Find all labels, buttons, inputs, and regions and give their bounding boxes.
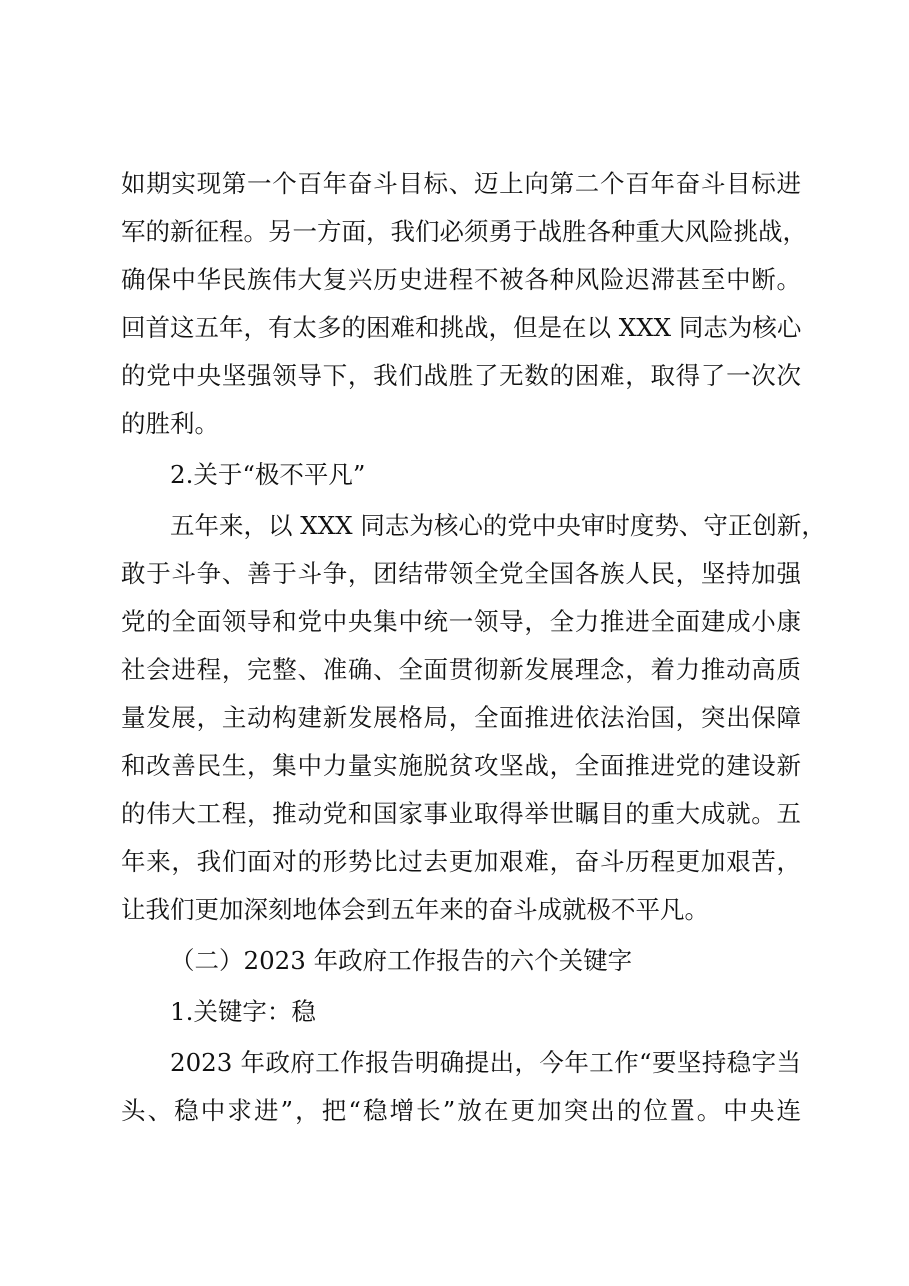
text-line: 的胜利。 (121, 409, 219, 438)
text-line: 社会进程，完整、准确、全面贯彻新发展理念，着力推动高质 (121, 655, 801, 684)
text-line: 和改善民生，集中力量实施脱贫攻坚战，全面推进党的建设新 (121, 751, 801, 780)
section-heading: 2.关于“极不平凡” (170, 460, 366, 489)
text-line: 让我们更加深刻地体会到五年来的奋斗成就极不平凡。 (121, 895, 709, 924)
text-line: 党的全面领导和党中央集中统一领导，全力推进全面建成小康 (121, 607, 801, 636)
text-line: 的党中央坚强领导下，我们战胜了无数的困难，取得了一次次 (121, 361, 801, 390)
text-line: 2023 年政府工作报告明确提出，今年工作“要坚持稳字当 (170, 1048, 801, 1077)
text-line: 如期实现第一个百年奋斗目标、迈上向第二个百年奋斗目标进 (121, 169, 801, 198)
text-line: 军的新征程。另一方面，我们必须勇于战胜各种重大风险挑战， (121, 217, 807, 246)
text-line: 年来，我们面对的形势比过去更加艰难，奋斗历程更加艰苦， (121, 847, 801, 876)
text-line: 敢于斗争、善于斗争，团结带领全党全国各族人民，坚持加强 (121, 559, 801, 588)
text-line: 的伟大工程，推动党和国家事业取得举世瞩目的重大成就。五 (121, 799, 801, 828)
text-line: 头、稳中求进”，把“稳增长”放在更加突出的位置。中央连 (121, 1096, 801, 1125)
text-line: 量发展，主动构建新发展格局，全面推进依法治国，突出保障 (121, 703, 801, 732)
text-line: 确保中华民族伟大复兴历史进程不被各种风险迟滞甚至中断。 (121, 265, 801, 294)
text-line: 五年来，以 XXX 同志为核心的党中央审时度势、守正创新， (170, 511, 826, 540)
section-heading: （二）2023 年政府工作报告的六个关键字 (170, 946, 633, 975)
subsection-heading: 1.关键字：稳 (170, 997, 316, 1026)
text-line: 回首这五年，有太多的困难和挑战，但是在以 XXX 同志为核心 (121, 313, 802, 342)
